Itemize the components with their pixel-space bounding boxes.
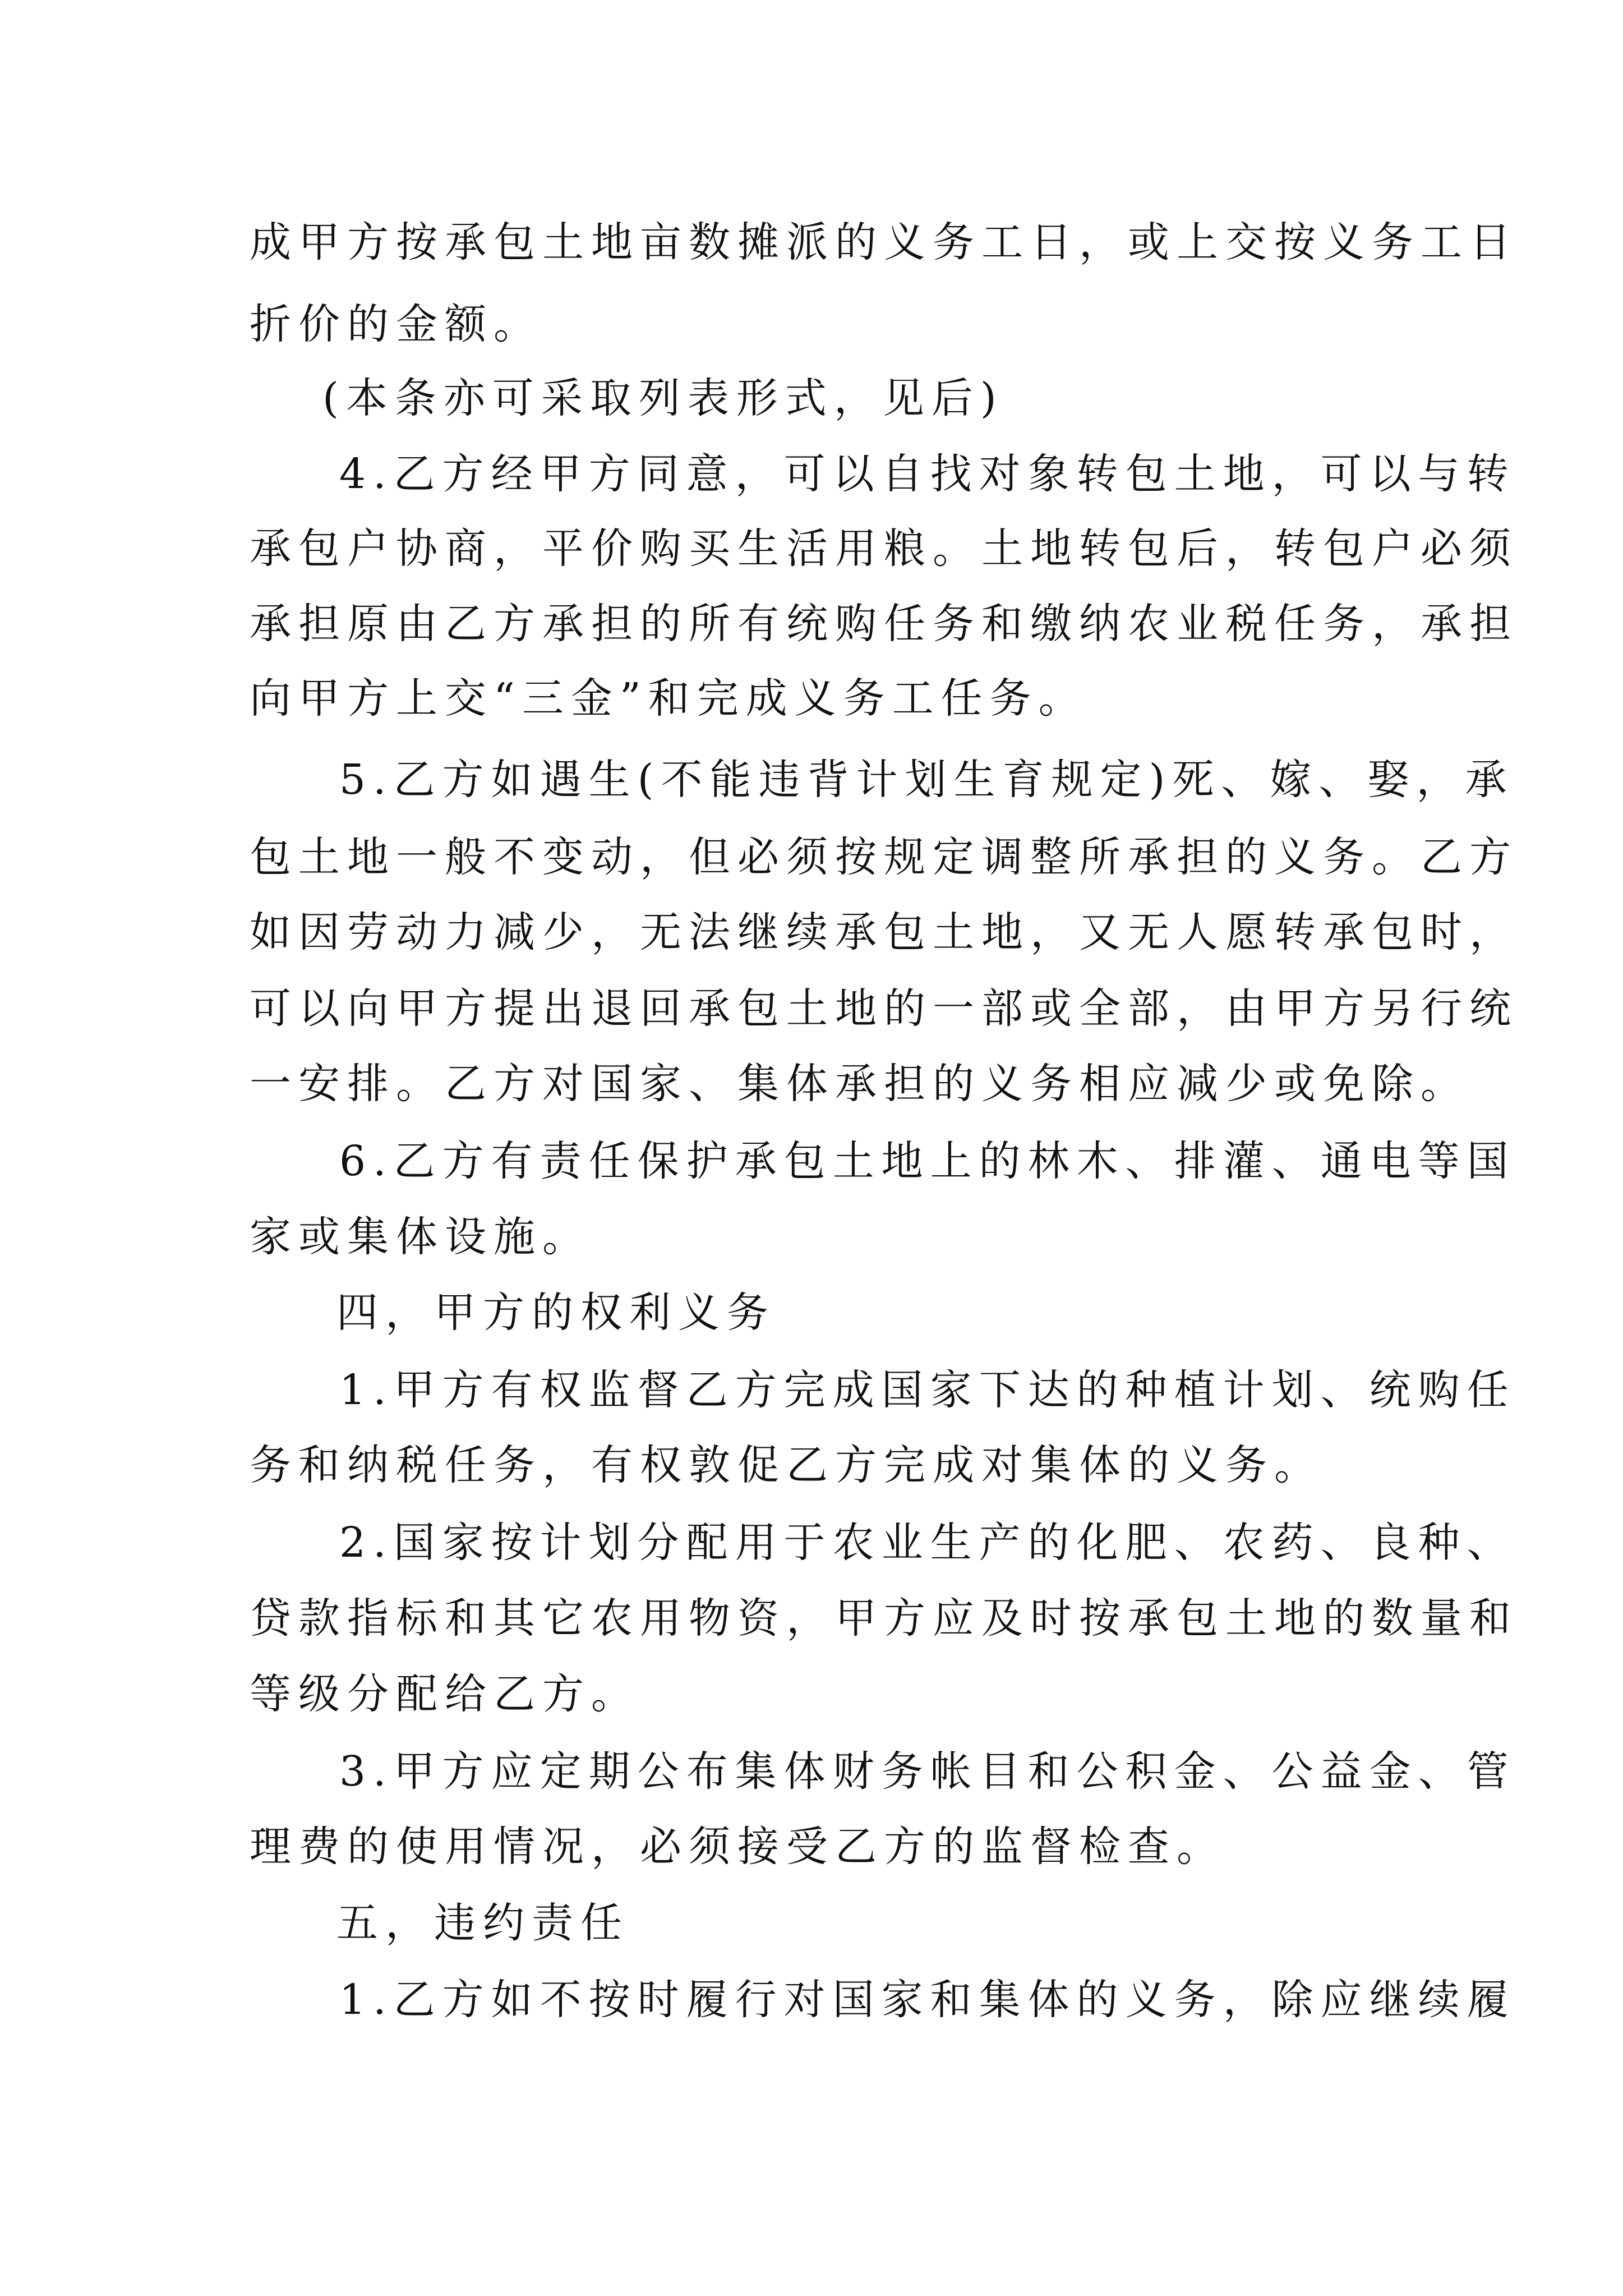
text-line: 承担原由乙方承担的所有统购任务和缴纳农业税任务，承担 (250, 600, 1518, 648)
text-line: 3.甲方应定期公布集体财务帐目和公积金、公益金、管 (339, 1747, 1516, 1796)
text-line: 6.乙方有责任保护承包土地上的林木、排灌、通电等国 (339, 1137, 1516, 1185)
text-line: 可以向甲方提出退回承包土地的一部或全部，由甲方另行统 (250, 984, 1518, 1033)
text-line: 5.乙方如遇生(不能违背计划生育规定)死、嫁、娶，承 (339, 756, 1514, 804)
text-line: 如因劳动力减少，无法继续承包土地，又无人愿转承包时， (250, 908, 1518, 956)
text-line: 贷款指标和其它农用物资，甲方应及时按承包土地的数量和 (250, 1594, 1518, 1642)
text-line: 成甲方按承包土地亩数摊派的义务工日，或上交按义务工日 (250, 218, 1518, 266)
text-line: 务和纳税任务，有权敦促乙方完成对集体的义务。 (250, 1441, 1323, 1489)
section-heading: 五，违约责任 (336, 1899, 629, 1947)
text-line: 承包户协商，平价购买生活用粮。土地转包后，转包户必须 (250, 524, 1518, 573)
text-line: 向甲方上交“三金”和完成义务工任务。 (250, 674, 1087, 723)
text-line: 1.甲方有权监督乙方完成国家下达的种植计划、统购任 (339, 1366, 1516, 1414)
text-line: 折价的金额。 (250, 300, 542, 348)
text-line: 理费的使用情况，必须接受乙方的监督检查。 (250, 1823, 1225, 1871)
text-line: 1.乙方如不按时履行对国家和集体的义务，除应继续履 (339, 1976, 1516, 2024)
text-line: 等级分配给乙方。 (250, 1670, 640, 1718)
text-line: 包土地一般不变动，但必须按规定调整所承担的义务。乙方 (250, 833, 1518, 881)
text-line: 一安排。乙方对国家、集体承担的义务相应减少或免除。 (250, 1060, 1469, 1108)
section-heading: 四，甲方的权利义务 (336, 1289, 776, 1337)
text-line: (本条亦可采取列表形式，见后) (322, 374, 1004, 422)
text-line: 家或集体设施。 (250, 1213, 591, 1261)
text-line: 4.乙方经甲方同意，可以自找对象转包土地，可以与转 (339, 450, 1516, 498)
text-line: 2.国家按计划分配用于农业生产的化肥、农药、良种、 (339, 1519, 1516, 1567)
